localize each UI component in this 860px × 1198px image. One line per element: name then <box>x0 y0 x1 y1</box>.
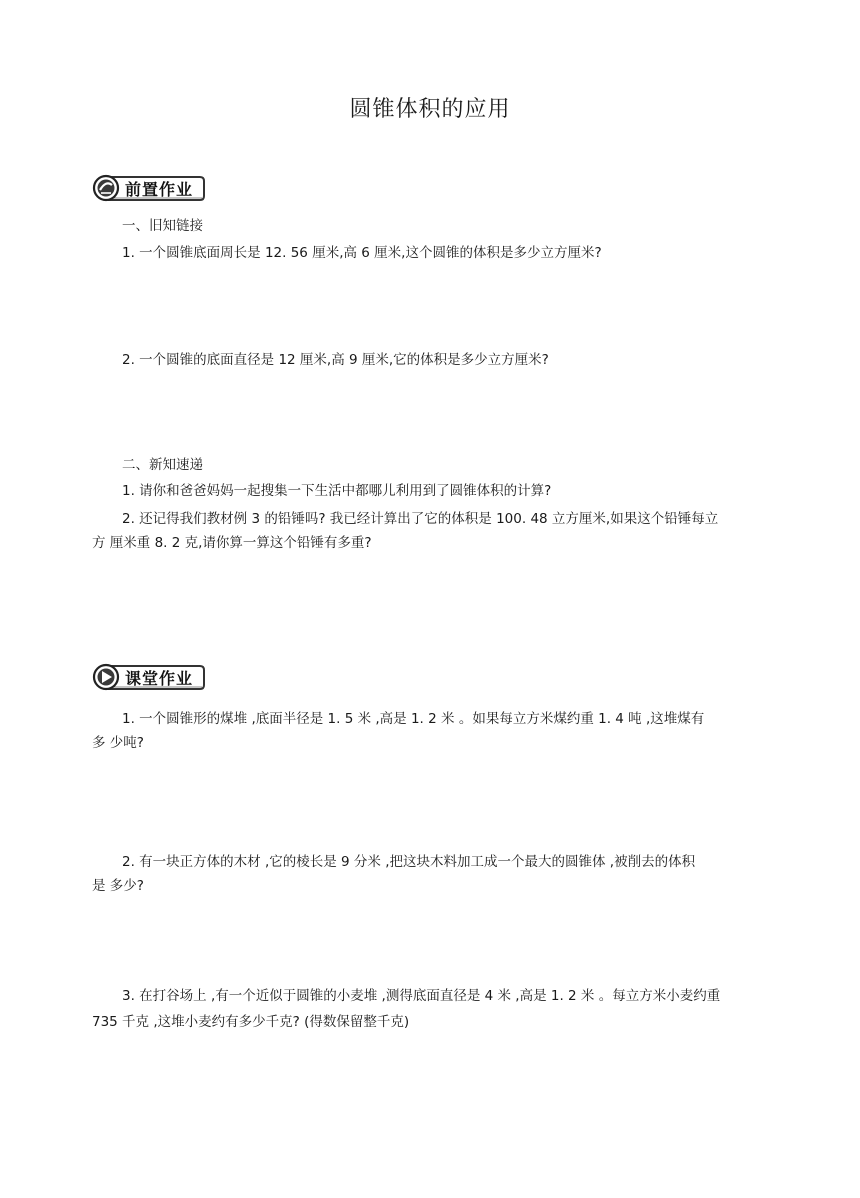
pre-question-4-line2: 方 厘米重 8. 2 克,请你算一算这个铅锤有多重? <box>92 535 372 551</box>
section-badge-pre-label: 前置作业 <box>125 180 194 199</box>
part2-heading: 二、新知速递 <box>122 457 203 473</box>
pre-question-3: 1. 请你和爸爸妈妈一起搜集一下生活中都哪儿利用到了圆锥体积的计算? <box>122 483 552 499</box>
class-question-2-line1: 2. 有一块正方体的木材 ,它的棱长是 9 分米 ,把这块木料加工成一个最大的圆锥体 ,被削去的体积 <box>122 854 696 870</box>
class-question-3-line2: 735 千克 ,这堆小麦约有多少千克? (得数保留整千克) <box>92 1014 410 1030</box>
class-question-1-line2: 多 少吨? <box>92 735 144 751</box>
class-question-3-line1: 3. 在打谷场上 ,有一个近似于圆锥的小麦堆 ,测得底面直径是 4 米 ,高是 1. 2 米 。每立方米小麦约重 <box>122 988 721 1004</box>
pre-question-2: 2. 一个圆锥的底面直径是 12 厘米,高 9 厘米,它的体积是多少立方厘米? <box>122 352 549 368</box>
section-badge-class <box>92 663 206 691</box>
section-badge-pre <box>92 174 206 202</box>
pre-question-1: 1. 一个圆锥底面周长是 12. 56 厘米,高 6 厘米,这个圆锥的体积是多少立方厘米? <box>122 245 602 261</box>
part1-heading: 一、旧知链接 <box>122 218 203 234</box>
pre-question-4-line1: 2. 还记得我们教材例 3 的铅锤吗? 我已经计算出了它的体积是 100. 48 立方厘米,如果这个铅锤每立 <box>122 511 719 527</box>
class-question-2-line2: 是 多少? <box>92 878 144 894</box>
class-question-1-line1: 1. 一个圆锥形的煤堆 ,底面半径是 1. 5 米 ,高是 1. 2 米 。如果每立方米煤约重 1. 4 吨 ,这堆煤有 <box>122 711 705 727</box>
section-badge-class-label: 课堂作业 <box>125 669 194 688</box>
page-title: 圆锥体积的应用 <box>349 97 511 122</box>
